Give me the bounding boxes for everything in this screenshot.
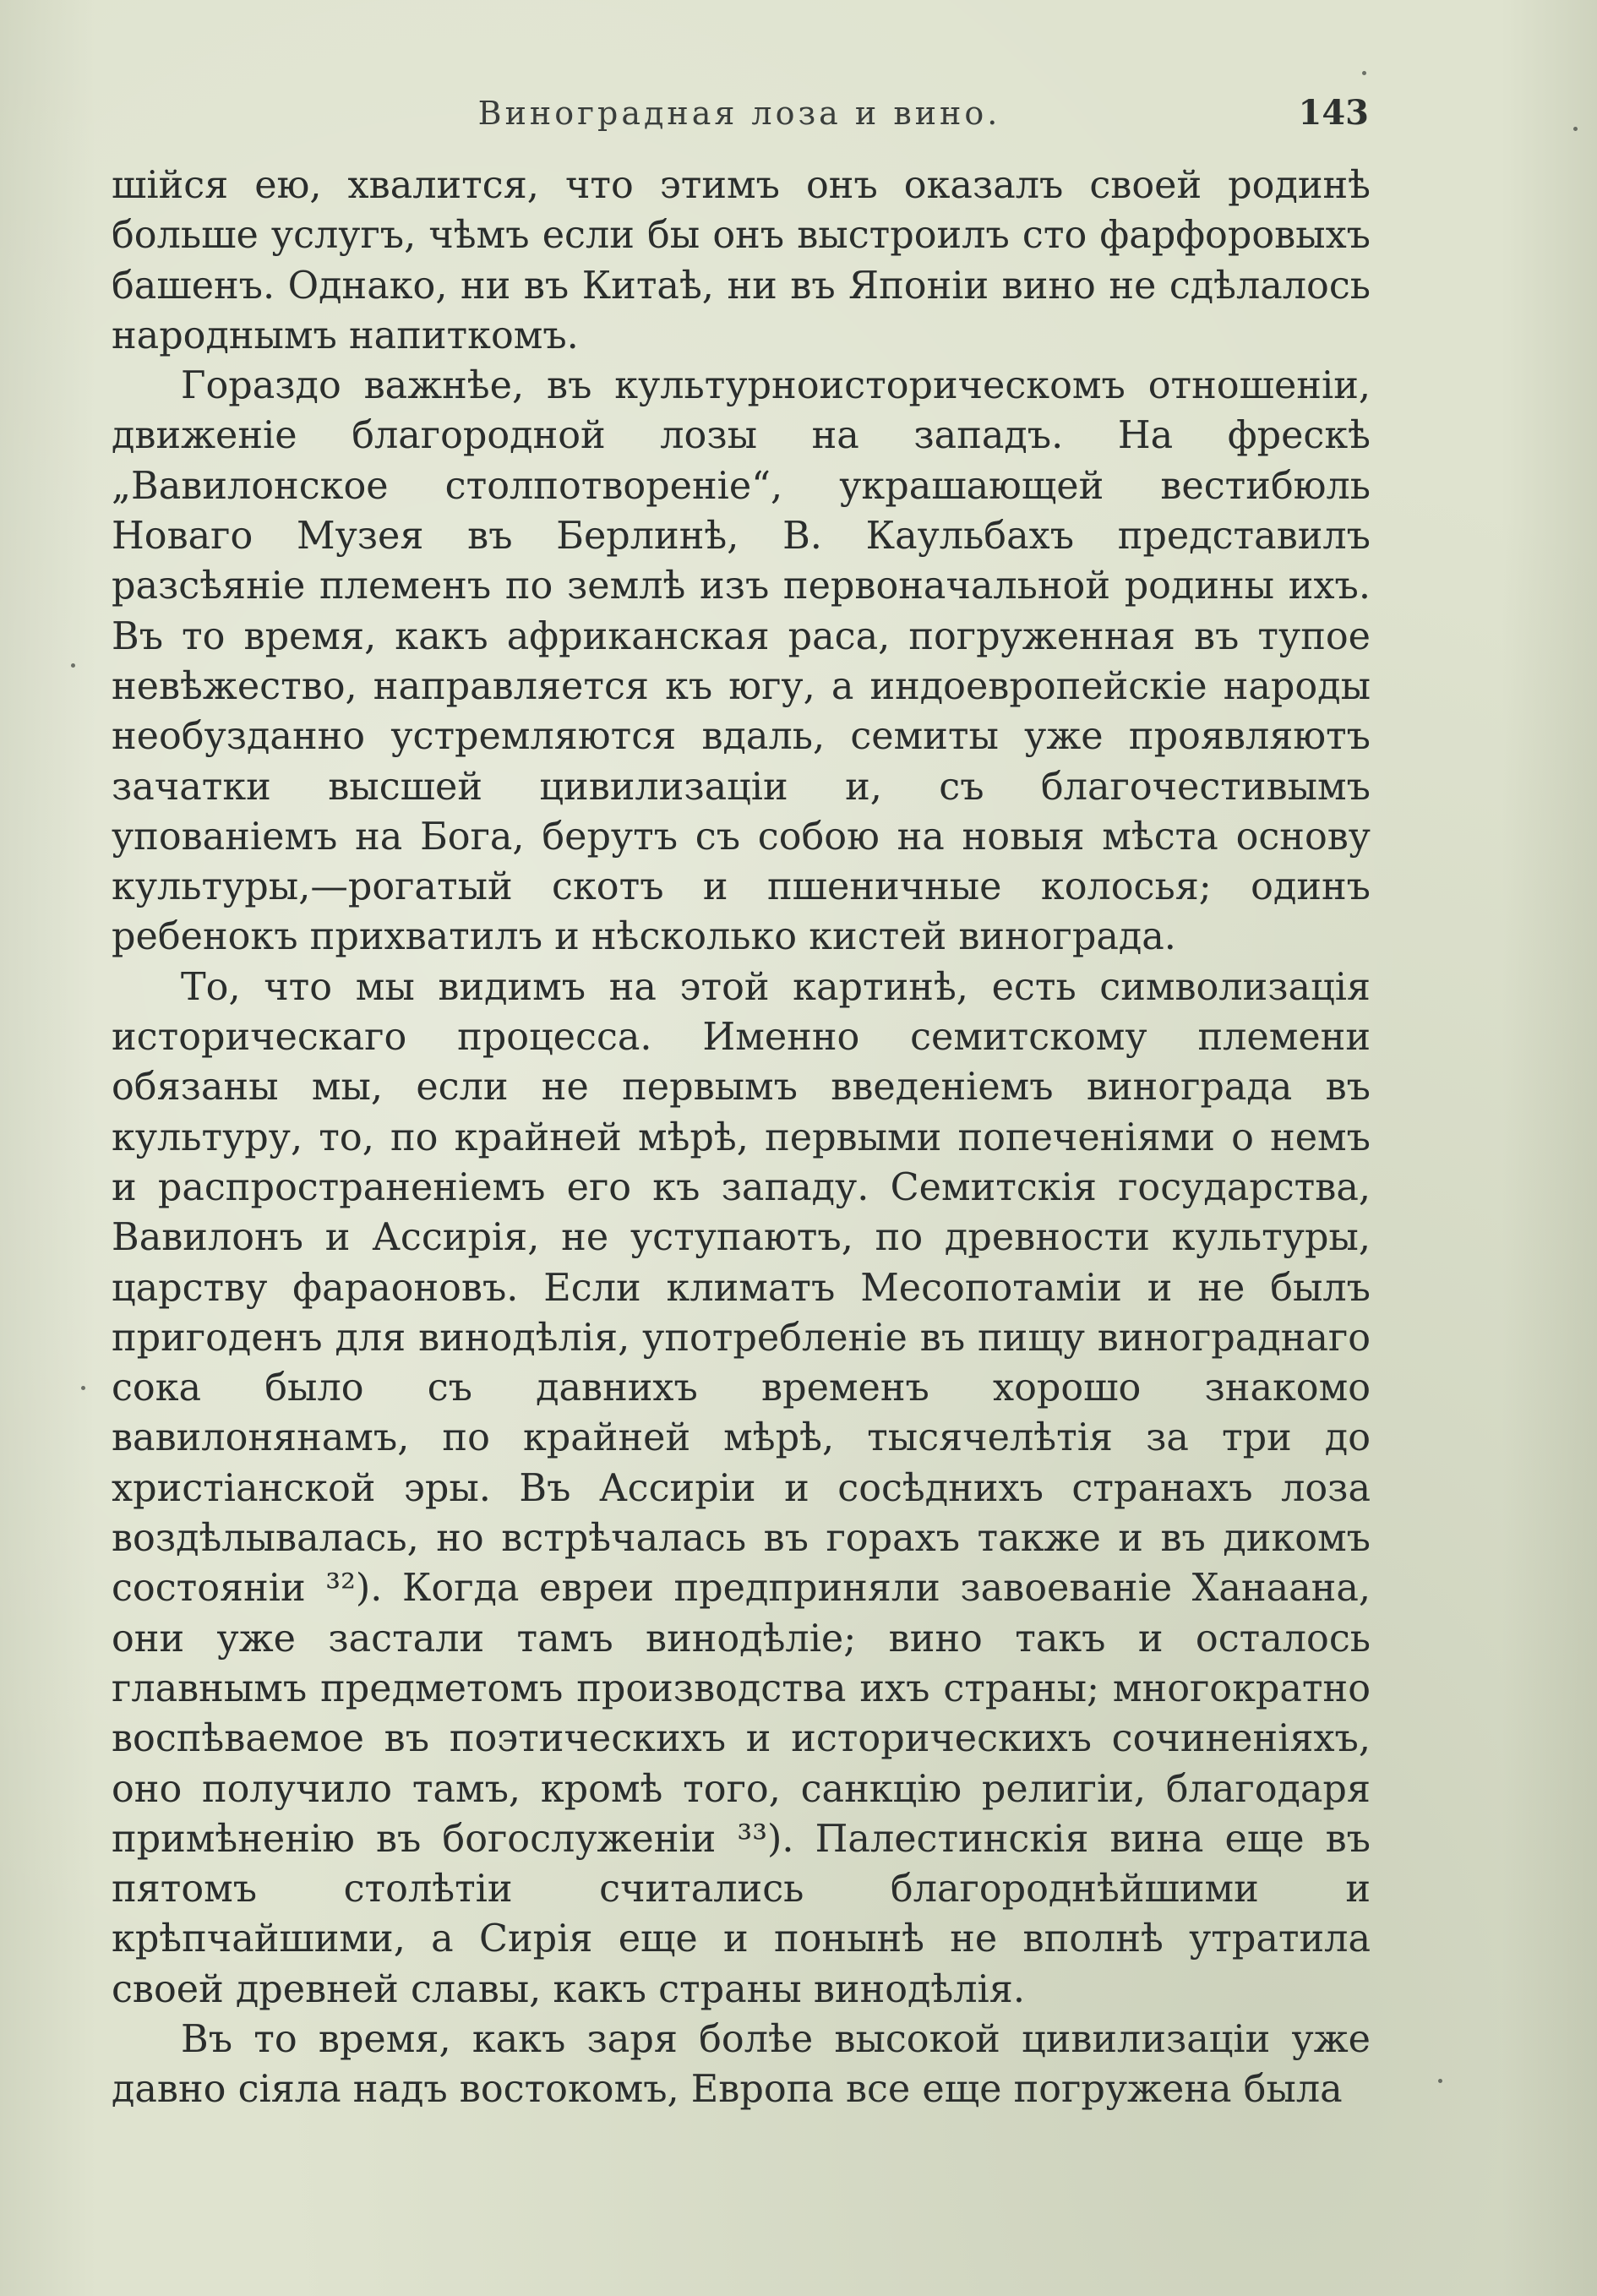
page-number: 143 [1298, 93, 1369, 133]
running-title: Виноградная лоза и вино. [477, 95, 1001, 132]
paragraph-2: Гораздо важнѣе, въ культурноисторическомъ отношеніи, движеніе благородной лозы на западъ. На фрескѣ „Вавилонское столпотвореніе“, украшающей вестибюль Новаго Музея въ Берлинѣ, В. Каульбахъ представилъ разсѣяніе племенъ по землѣ изъ первоначальной родины ихъ. Въ то время, какъ африканская раса, погруженная въ тупое невѣжество, направляется къ югу, а индоевропейскіе народы необузданно устремляются вдаль, семиты уже проявляютъ зачатки высшей цивилизаціи и, съ благочестивымъ упованіемъ на Бога, берутъ съ собою на новыя мѣста основу культуры,—рогатый скотъ и пшеничные колосья; одинъ ребенокъ прихватилъ и нѣсколько кистей винограда. [112, 364, 1371, 959]
paragraph-4: Въ то время, какъ заря болѣе высокой цивилизаціи уже давно сіяла надъ востокомъ, Европа все еще погружена была [112, 2017, 1371, 2112]
print-speck [1362, 71, 1366, 75]
print-speck [1438, 2079, 1442, 2083]
paragraph-1: шійся ею, хвалится, что этимъ онъ оказалъ своей родинѣ больше услугъ, чѣмъ если бы онъ выстроилъ сто фарфоровыхъ башенъ. Однако, ни въ Китаѣ, ни въ Японіи вино не сдѣлалось народнымъ напиткомъ. [112, 164, 1371, 357]
running-head [110, 90, 1369, 140]
print-speck [71, 663, 75, 668]
body-text [112, 161, 1371, 2115]
print-speck [81, 1386, 85, 1390]
print-speck [1573, 127, 1578, 131]
paragraph-3: То, что мы видимъ на этой картинѣ, есть символизація историческаго процесса. Именно семитскому племени обязаны мы, если не первымъ введеніемъ винограда въ культуру, то, по крайней мѣрѣ, первыми попеченіями о немъ и распространеніемъ его къ западу. Семитскія государства, Вавилонъ и Ассирія, не уступаютъ, по древности культуры, царству фараоновъ. Если климатъ Месопотаміи и не былъ пригоденъ для винодѣлія, употребленіе въ пищу винограднаго сока было съ давнихъ временъ хорошо знакомо вавилонянамъ, по крайней мѣрѣ, тысячелѣтія за три до христіанской эры. Въ Ассиріи и сосѣднихъ странахъ лоза воздѣлывалась, но встрѣчалась въ горахъ также и въ дикомъ состояніи ³²). Когда евреи предприняли завоеваніе Ханаана, они уже застали тамъ винодѣліе; вино такъ и осталось главнымъ предметомъ производства ихъ страны; многократно воспѣваемое въ поэтическихъ и историческихъ сочиненіяхъ, оно получило тамъ, кромѣ того, санкцію религіи, благодаря примѣненію въ богослуженіи ³³). Палестинскія вина еще въ пятомъ столѣтіи считались благороднѣйшими и крѣпчайшими, а Сирія еще и понынѣ не вполнѣ утратила своей древней славы, какъ страны винодѣлія. [112, 965, 1371, 2011]
